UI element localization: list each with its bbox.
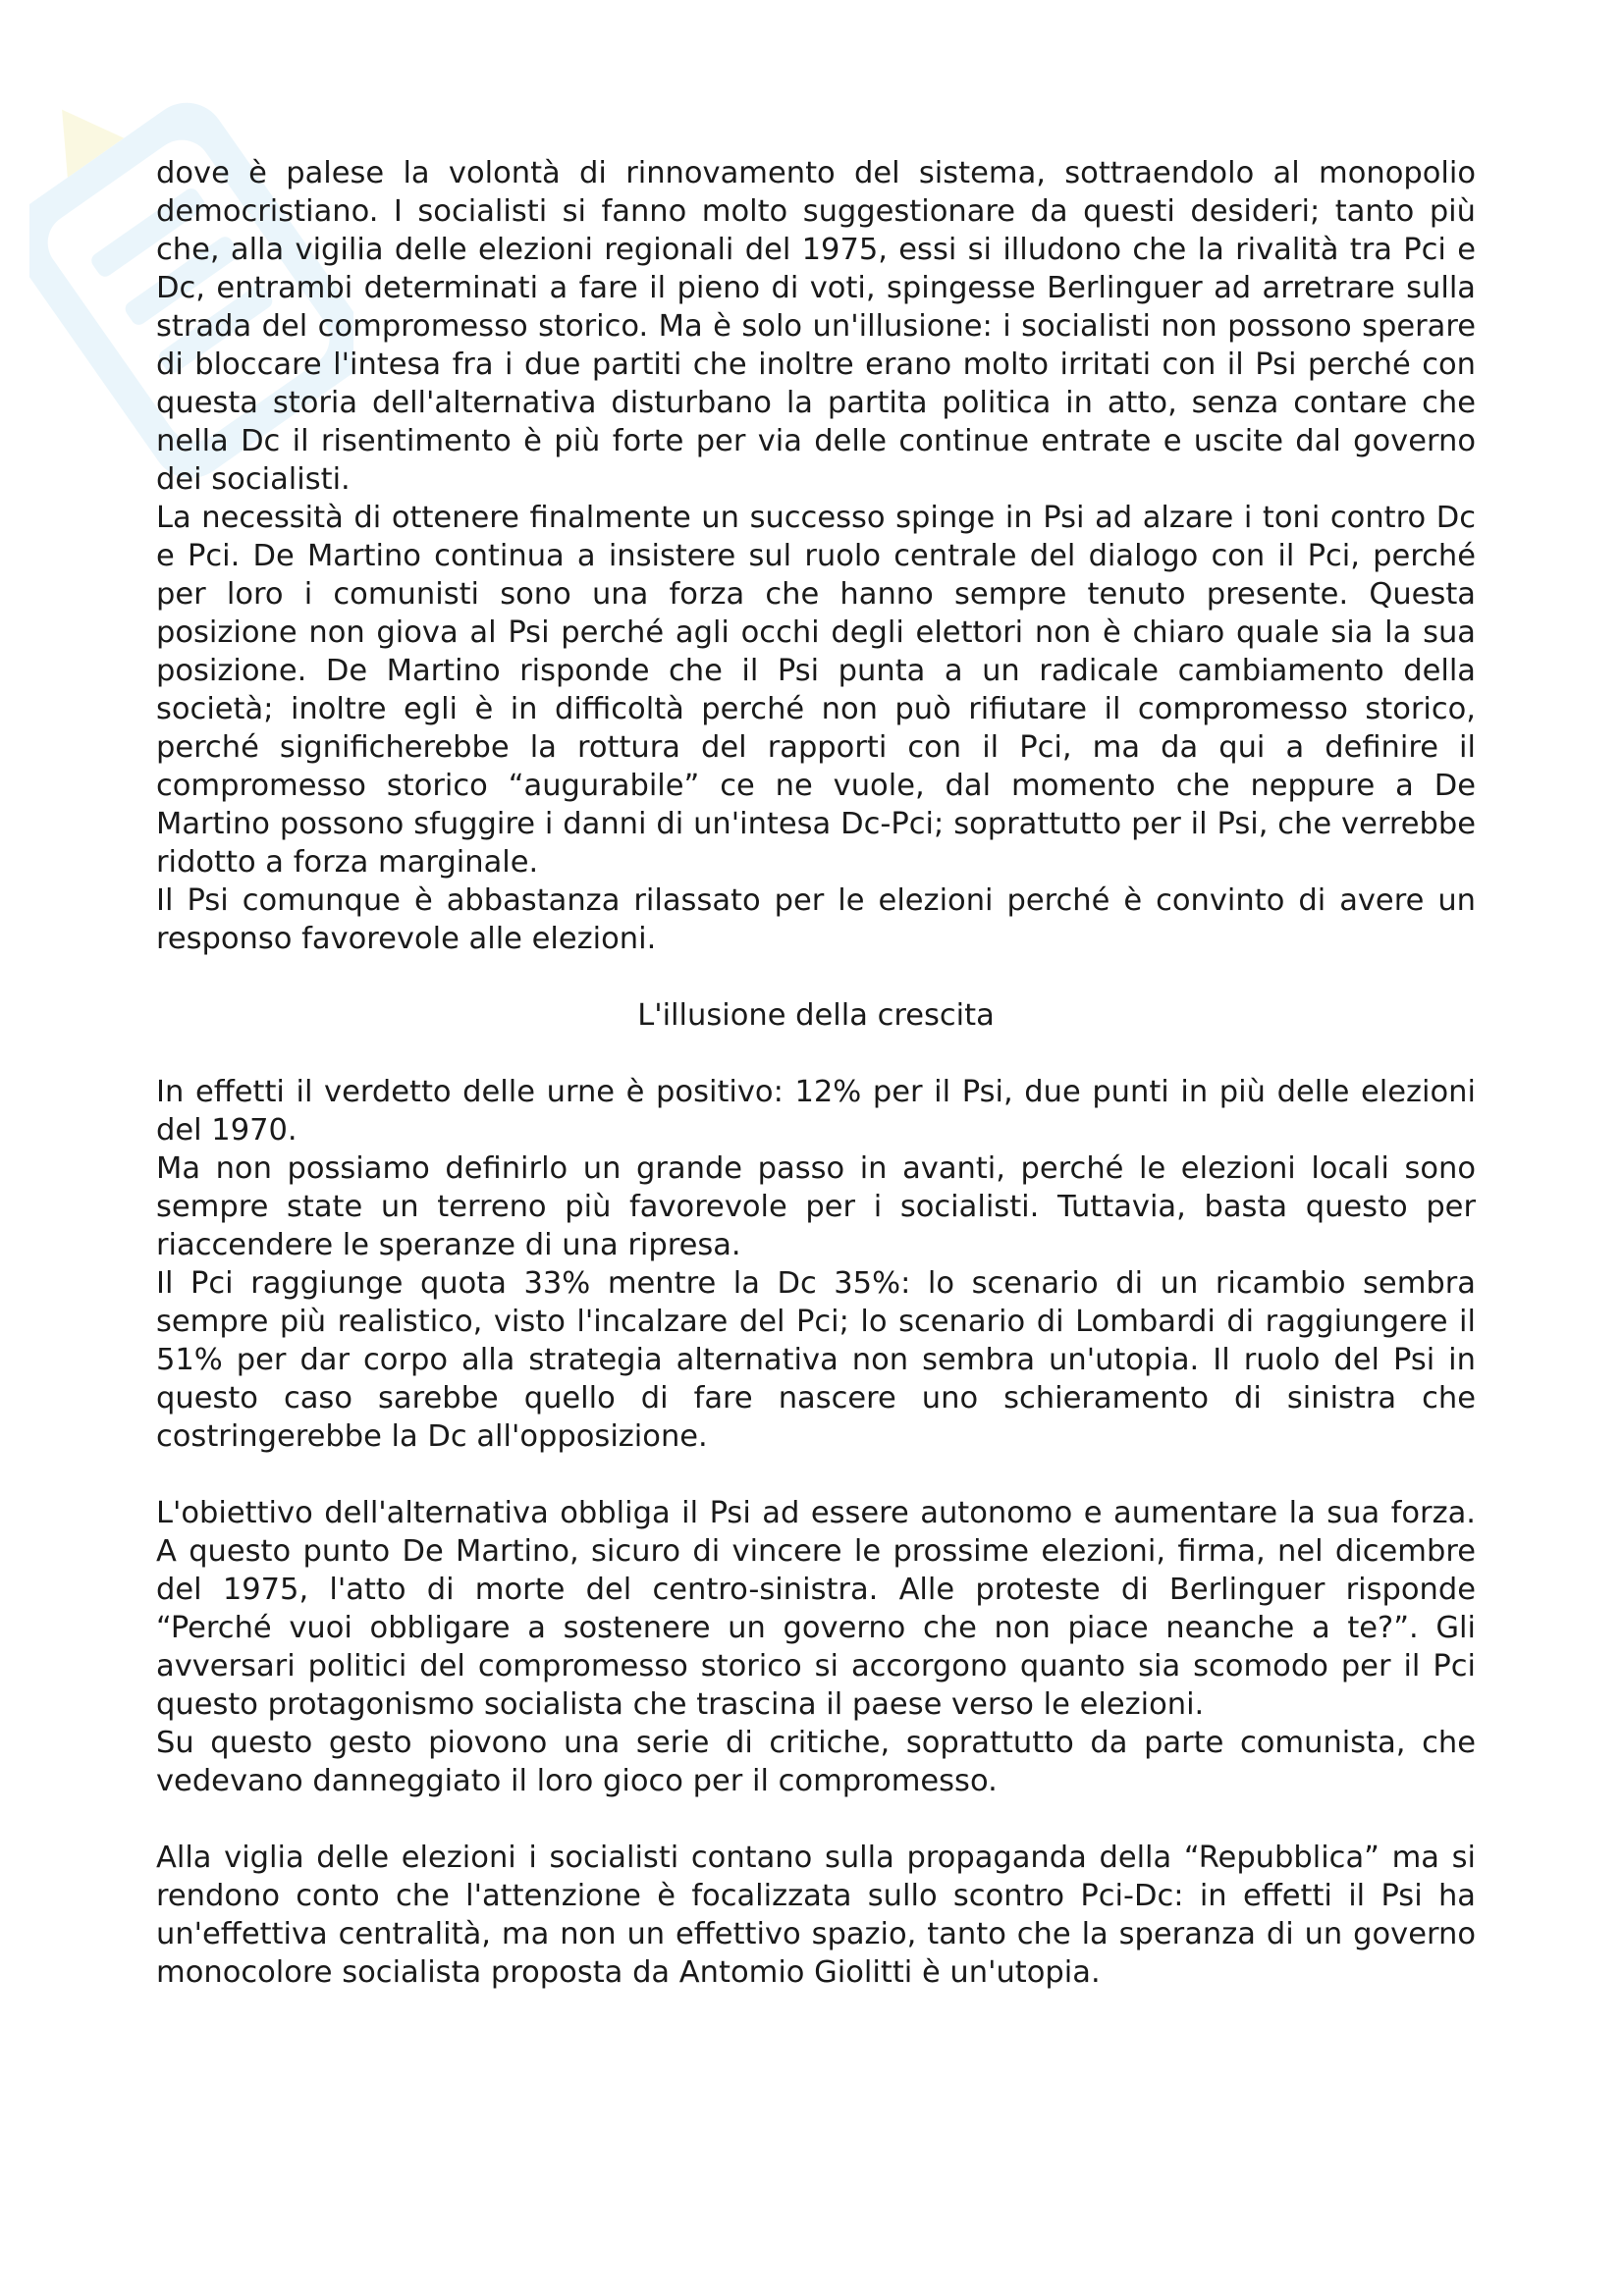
paragraph-4: In effetti il verdetto delle urne è positivo: 12% per il Psi, due punti in più delle elezioni del 1970. bbox=[156, 1075, 1476, 1148]
paragraph-6: Il Pci raggiunge quota 33% mentre la Dc 35%: lo scenario di un ricambio sembra sempre più realistico, visto l'incalzare del Pci; lo scenario di Lombardi di raggiungere il 51% per dar corpo alla strategia alternativa non sembra un'utopia. Il ruolo del Psi in questo caso sarebbe quello di fare nascere uno schieramento di sinistra che costringerebbe la Dc all'opposizione. bbox=[156, 1266, 1476, 1454]
paragraph-7: L'obiettivo dell'alternativa obbliga il Psi ad essere autonomo e aumentare la sua forza. A questo punto De Martino, sicuro di vincere le prossime elezioni, firma, nel dicembre del 1975, l'atto di morte del centro-sinistra. Alle proteste di Berlinguer risponde “Perché vuoi obbligare a sostenere un governo che non piace neanche a te?”. Gli avversari politici del compromesso storico si accorgono quanto sia scomodo per il Pci questo protagonismo socialista che trascina il paese verso le elezioni. bbox=[156, 1496, 1476, 1722]
paragraph-1: dove è palese la volontà di rinnovamento del sistema, sottraendolo al monopolio democristiano. I socialisti si fanno molto suggestionare da questi desideri; tanto più che, alla vigilia delle elezioni regionali del 1975, essi si illudono che la rivalità tra Pci e Dc, entrambi determinati a fare il pieno di voti, spingesse Berlinguer ad arretrare sulla strada del compromesso storico. Ma è solo un'illusione: i socialisti non possono sperare di bloccare l'intesa fra i due partiti che inoltre erano molto irritati con il Psi perché con questa storia dell'alternativa disturbano la partita politica in atto, senza contare che nella Dc il risentimento è più forte per via delle continue entrate e uscite dal governo dei socialisti. bbox=[156, 156, 1476, 497]
paragraph-2: La necessità di ottenere finalmente un successo spinge in Psi ad alzare i toni contro Dc e Pci. De Martino continua a insistere sul ruolo centrale del dialogo con il Pci, perché per loro i comunisti sono una forza che hanno sempre tenuto presente. Questa posizione non giova al Psi perché agli occhi degli elettori non è chiaro quale sia la sua posizione. De Martino risponde che il Psi punta a un radicale cambiamento della società; inoltre egli è in difficoltà perché non può rifiutare il compromesso storico, perché significherebbe la rottura del rapporti con il Pci, ma da qui a definire il compromesso storico “augurabile” ce ne vuole, dal momento che neppure a De Martino possono sfuggire i danni di un'intesa Dc-Pci; soprattutto per il Psi, che verrebbe ridotto a forza marginale. bbox=[156, 501, 1476, 880]
document-body bbox=[156, 154, 1476, 1992]
paragraph-9: Alla viglia delle elezioni i socialisti contano sulla propaganda della “Repubblica” ma si rendono conto che l'attenzione è focalizzata sullo scontro Pci-Dc: in effetti il Psi ha un'effettiva centralità, ma non un effettivo spazio, tanto che la speranza di un governo monocolore socialista proposta da Antomio Giolitti è un'utopia. bbox=[156, 1841, 1476, 1990]
paragraph-3: Il Psi comunque è abbastanza rilassato per le elezioni perché è convinto di avere un responso favorevole alle elezioni. bbox=[156, 883, 1476, 956]
section-heading: L'illusione della crescita bbox=[637, 998, 995, 1033]
paragraph-8: Su questo gesto piovono una serie di critiche, soprattutto da parte comunista, che vedevano danneggiato il loro gioco per il compromesso. bbox=[156, 1726, 1476, 1798]
paragraph-5: Ma non possiamo definirlo un grande passo in avanti, perché le elezioni locali sono sempre state un terreno più favorevole per i socialisti. Tuttavia, basta questo per riaccendere le speranze di una ripresa. bbox=[156, 1151, 1476, 1262]
